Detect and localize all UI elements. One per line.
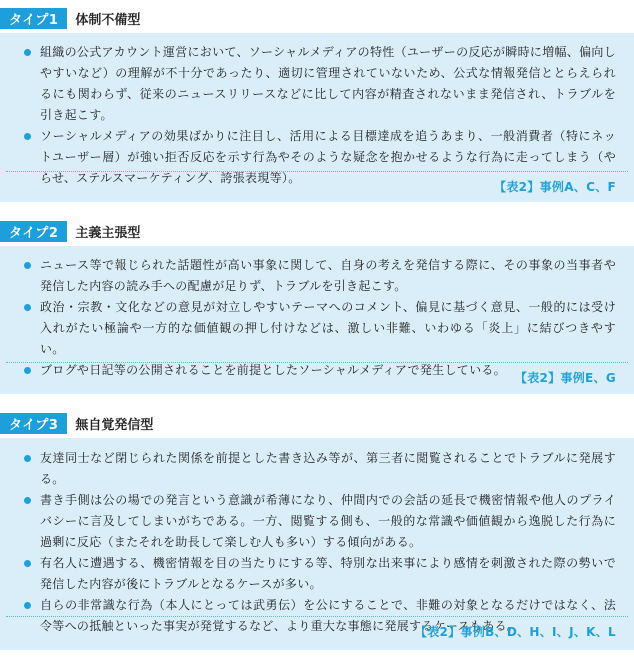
bullet-dot-icon [24, 262, 31, 269]
type2-bullet-1-text: ニュース等で報じられた話題性が高い事象に関して、自身の考えを発信する際に、その事象の当事者や発信した内容の読み手への配慮が足りず、トラブルを引き起こす。 [40, 258, 616, 293]
type1-divider [6, 171, 628, 172]
bullet-dot-icon [24, 133, 31, 140]
type3-divider [6, 616, 628, 617]
bullet-dot-icon [24, 367, 31, 374]
type3-box [0, 438, 634, 650]
type1-bullet-1 [24, 42, 616, 126]
type1-bullet-list [24, 42, 616, 189]
type2-bullet-1 [24, 255, 616, 297]
type2-bullet-2-text: 政治・宗教・文化などの意見が対立しやすいテーマへのコメント、偏見に基づく意見、一般的には受け入れがたい極論や一方的な価値観の押し付けなどは、激しい非難、いわゆる「炎上」に結びつきやすい。 [40, 300, 616, 356]
type3-bullet-2 [24, 490, 616, 553]
type1-case-reference: 【表2】事例A、C、F [494, 180, 616, 194]
type3-case-reference: 【表2】事例B、D、H、I、J、K、L [414, 625, 616, 639]
type3-bullet-1 [24, 448, 616, 490]
type3-bullet-3 [24, 553, 616, 595]
type3-title: 無自覚発信型 [75, 418, 154, 433]
bullet-dot-icon [24, 455, 31, 462]
type2-divider [6, 362, 628, 363]
type2-title: 主義主張型 [75, 226, 141, 241]
bullet-dot-icon [24, 49, 31, 56]
type3-bullet-3-text: 有名人に遭遇する、機密情報を目の当たりにする等、特別な出来事により感情を刺激された際の勢いで発信した内容が後にトラブルとなるケースが多い。 [40, 556, 616, 591]
type2-bullet-3-text: ブログや日記等の公開されることを前提としたソーシャルメディアで発生している。 [40, 363, 506, 377]
type1-bullet-1-text: 組織の公式アカウント運営において、ソーシャルメディアの特性（ユーザーの反応が瞬時に増幅、偏向しやすいなど）の理解が不十分であったり、適切に管理されていないため、公式な情報発信ととらえられるにも関わらず、従来のニュースリリースなどに比して内容が精査されないまま発信され、トラブルを引き起こす。 [40, 45, 616, 122]
type1-title: 体制不備型 [75, 13, 141, 28]
type1-bullet-2-text: ソーシャルメディアの効果ばかりに注目し、活用による目標達成を追うあまり、一般消費者（特にネットユーザー層）が強い拒否反応を示す行為やそのような疑念を抱かせるような行為に走ってしまう（やらせ、ステルスマーケティング、誇張表現等）。 [40, 129, 616, 185]
bullet-dot-icon [24, 602, 31, 609]
type2-box [0, 246, 634, 394]
type1-box [0, 33, 634, 202]
section-type1 [0, 8, 634, 29]
bullet-dot-icon [24, 304, 31, 311]
type2-bullet-2 [24, 297, 616, 360]
type2-header [0, 221, 634, 242]
section-type2 [0, 221, 634, 242]
section-type3 [0, 413, 634, 434]
type3-badge: タイプ3 [0, 413, 67, 434]
type3-bullet-2-text: 書き手側は公の場での発言という意識が希薄になり、仲間内での会話の延長で機密情報や他人のプライバシーに言及してしまいがちである。一方、閲覧する側も、一般的な常識や価値観から逸脱した行為に過剰に反応（またそれを助長して楽しむ人も多い）する傾向がある。 [40, 493, 616, 549]
type1-header [0, 8, 634, 29]
type3-header [0, 413, 634, 434]
type2-case-reference: 【表2】事例E、G [514, 371, 616, 385]
bullet-dot-icon [24, 497, 31, 504]
type1-badge: タイプ1 [0, 8, 67, 29]
type3-bullet-1-text: 友達同士など閉じられた関係を前提とした書き込み等が、第三者に閲覧されることでトラブルに発展する。 [40, 451, 616, 486]
type2-badge: タイプ2 [0, 221, 67, 242]
type3-bullet-4-text: 自らの非常識な行為（本人にとっては武勇伝）を公にすることで、非難の対象となるだけではなく、法令等への抵触といった事実が発覚するなど、より重大な事態に発展するケースもある。 [40, 598, 616, 633]
type3-bullet-list [24, 448, 616, 637]
bullet-dot-icon [24, 560, 31, 567]
